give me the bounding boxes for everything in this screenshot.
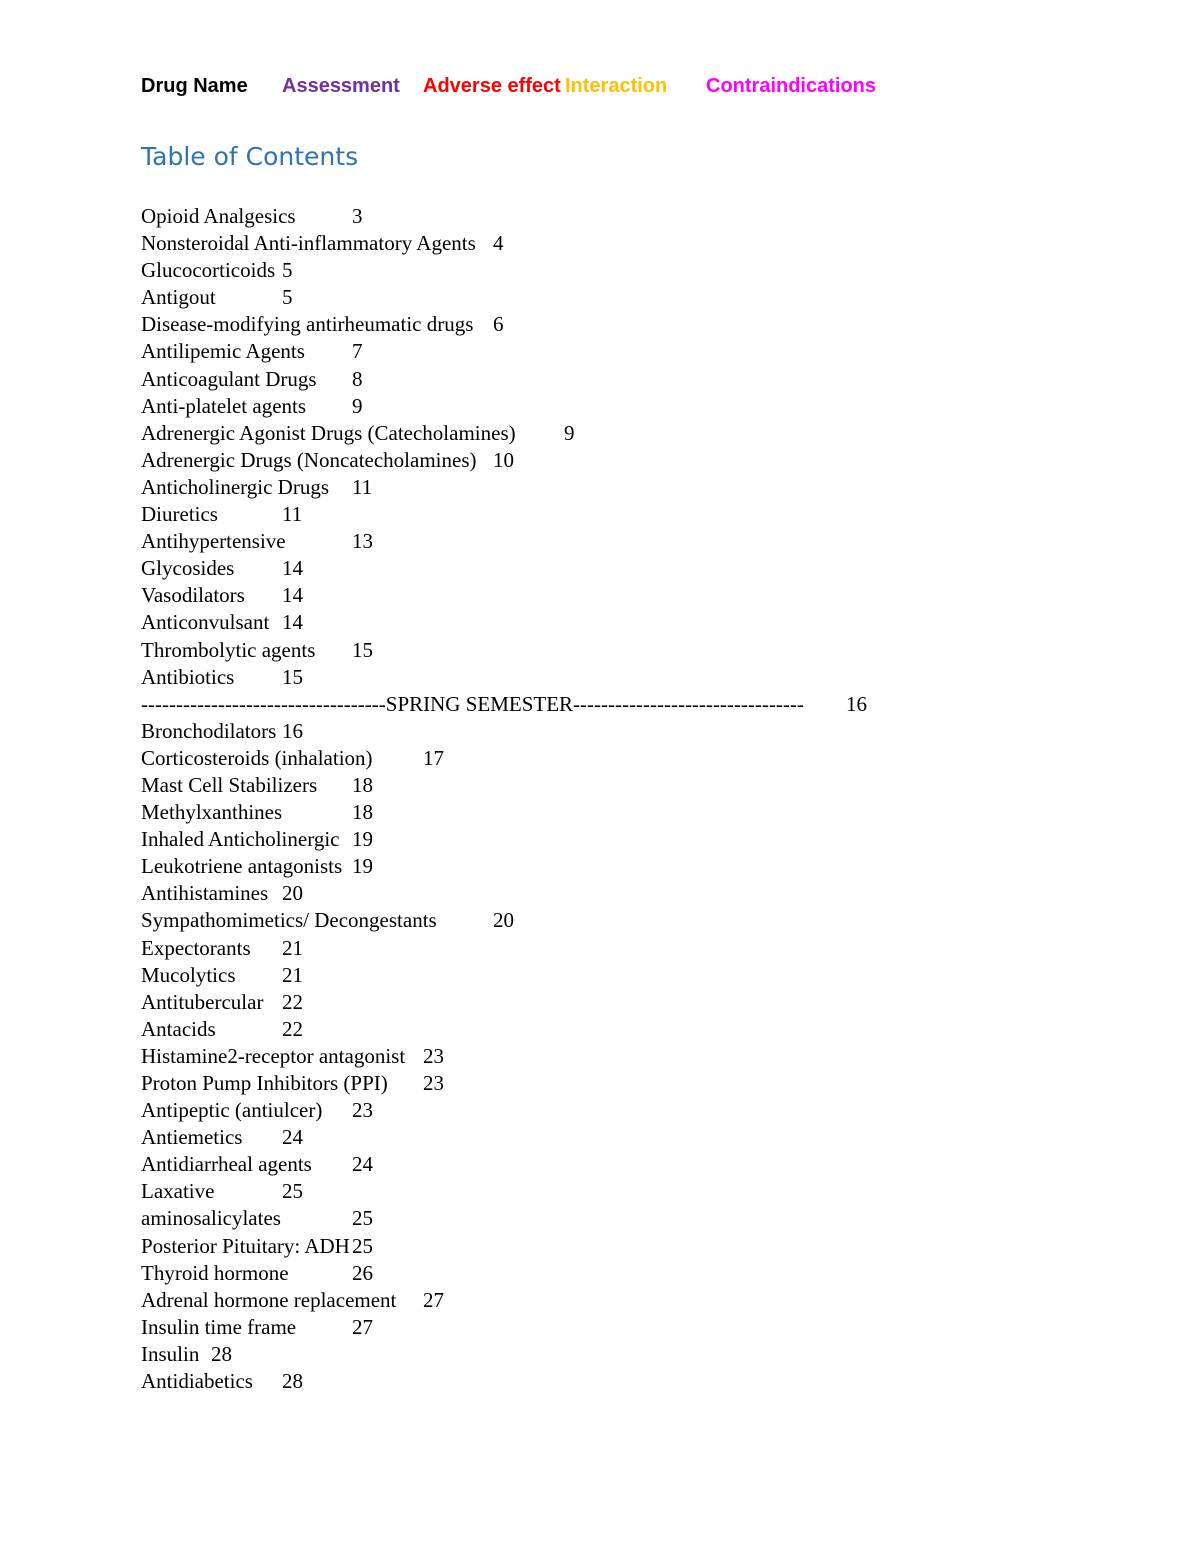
toc-entry-page-number: 28 [282,1369,303,1394]
toc-entry-page-number: 23 [423,1071,444,1095]
toc-entry[interactable] [141,1178,804,1205]
toc-entry-title: Opioid Analgesics [141,204,296,228]
toc-entry-page-number: 27 [423,1287,444,1312]
toc-entry-page-number: 25 [352,1233,373,1258]
toc-entry-title: Antihistamines [141,881,269,906]
toc-entry-page-number: 16 [282,718,303,743]
toc-entry-title: Proton Pump Inhibitors (PPI) [141,1071,388,1095]
toc-entry[interactable] [141,420,804,447]
toc-entry-page-number: 14 [282,610,303,635]
toc-entry-page-number: 22 [282,1016,303,1041]
toc-entry-page-number: 14 [282,556,303,581]
toc-entry-page-number: 4 [493,231,504,256]
toc-entry-title: Antipeptic (antiulcer) [141,1098,323,1123]
toc-entry-page-number: 3 [352,204,363,228]
toc-entry-page-number: 21 [282,935,303,960]
legend-drug-name: Drug Name [141,75,248,97]
toc-entry-title: Vasodilators [141,583,245,608]
toc-entry-title: Expectorants [141,935,251,960]
toc-entry[interactable] [141,284,804,311]
toc-entry-page-number: 18 [352,800,373,825]
toc-entry[interactable] [141,1097,804,1124]
legend-assessment: Assessment [282,75,400,97]
toc-entry-page-number: 21 [282,962,303,987]
toc-entry-page-number: 24 [352,1152,373,1177]
toc-entry-page-number: 16 [846,691,867,716]
toc-entry-page-number: 11 [352,474,373,499]
toc-entry-page-number: 27 [352,1314,373,1339]
toc-entry-page-number: 10 [493,447,514,472]
toc-list [141,203,867,1395]
toc-entry-title: Sympathomimetics/ Decongestants [141,908,437,933]
toc-entry-title: Leukotriene antagonists [141,854,343,879]
toc-entry-title: Insulin time frame [141,1314,297,1339]
toc-entry[interactable] [141,257,804,284]
toc-entry-title: Posterior Pituitary: ADH [141,1233,350,1258]
toc-entry-page-number: 8 [352,366,363,391]
toc-entry[interactable] [141,664,804,691]
toc-entry[interactable] [141,582,804,609]
toc-entry[interactable] [141,880,804,907]
toc-entry[interactable] [141,1287,804,1314]
toc-entry[interactable] [141,989,804,1016]
toc-entry-title: Antigout [141,285,216,310]
toc-entry-title: Laxative [141,1179,215,1204]
toc-entry-title: Histamine2-receptor antagonist [141,1043,406,1068]
toc-entry[interactable] [141,1070,804,1097]
toc-entry[interactable] [141,907,804,934]
toc-entry-title: Antidiarrheal agents [141,1152,312,1177]
toc-entry[interactable] [141,528,804,555]
toc-entry-page-number: 15 [282,664,303,689]
toc-entry-title: Anticonvulsant [141,610,270,635]
toc-entry-title: Mucolytics [141,962,236,987]
toc-entry-page-number: 5 [282,258,293,283]
toc-entry-page-number: 20 [282,881,303,906]
toc-entry-title: Disease-modifying antirheumatic drugs [141,312,474,337]
toc-entry-page-number: 11 [282,502,303,527]
toc-entry-title: Antacids [141,1016,216,1041]
toc-entry[interactable] [141,230,804,257]
toc-entry[interactable] [141,338,804,365]
toc-entry-page-number: 24 [282,1125,303,1150]
toc-entry-title: Mast Cell Stabilizers [141,772,318,797]
toc-entry[interactable] [141,311,804,338]
toc-entry-title: Inhaled Anticholinergic [141,827,340,852]
toc-entry[interactable] [141,962,804,989]
toc-entry[interactable] [141,691,867,718]
toc-entry[interactable] [141,799,804,826]
toc-entry-title: Antiemetics [141,1125,243,1150]
toc-entry-page-number: 25 [352,1206,373,1231]
toc-entry-title: Antilipemic Agents [141,339,305,364]
toc-entry-title: Antidiabetics [141,1369,253,1394]
toc-entry-title: Anticoagulant Drugs [141,366,317,391]
toc-entry-page-number: 5 [282,285,293,310]
toc-entry-page-number: 13 [352,529,373,554]
toc-entry[interactable] [141,203,804,230]
toc-entry-title: Adrenergic Agonist Drugs (Catecholamines) [141,420,516,445]
toc-entry-title: Corticosteroids (inhalation) [141,745,373,770]
toc-entry[interactable] [141,609,804,636]
toc-entry-page-number: 7 [352,339,363,364]
toc-entry-title: Antihypertensive [141,529,286,554]
toc-entry[interactable] [141,718,804,745]
toc-entry-page-number: 28 [211,1341,232,1366]
toc-entry[interactable] [141,393,804,420]
toc-entry-title: Insulin [141,1341,200,1366]
toc-entry-title: Nonsteroidal Anti-inflammatory Agents [141,231,476,256]
toc-entry-page-number: 9 [564,420,575,445]
toc-entry-page-number: 14 [282,583,303,608]
toc-entry-page-number: 20 [493,908,514,933]
toc-entry[interactable] [141,1151,804,1178]
toc-entry-page-number: 23 [352,1098,373,1123]
toc-entry[interactable] [141,935,804,962]
toc-entry[interactable] [141,1341,804,1368]
toc-entry[interactable] [141,637,804,664]
toc-entry[interactable] [141,826,804,853]
toc-entry[interactable] [141,745,804,772]
toc-entry[interactable] [141,501,804,528]
toc-entry[interactable] [141,447,804,474]
toc-entry-title: Adrenal hormone replacement [141,1287,397,1312]
toc-entry[interactable] [141,772,804,799]
toc-entry[interactable] [141,1260,804,1287]
toc-entry-title: aminosalicylates [141,1206,281,1231]
toc-heading: Table of Contents [141,142,359,171]
toc-entry-title: Thrombolytic agents [141,637,316,662]
toc-entry-page-number: 25 [282,1179,303,1204]
toc-entry-page-number: 26 [352,1260,373,1285]
toc-entry-title: -----------------------------------SPRING SEMESTER--------------------------------- [141,691,804,716]
toc-entry-page-number: 22 [282,989,303,1014]
toc-entry-title: Bronchodilators [141,718,277,743]
toc-entry-page-number: 15 [352,637,373,662]
toc-entry-page-number: 19 [352,854,373,879]
toc-entry[interactable] [141,474,804,501]
toc-entry-page-number: 23 [423,1043,444,1068]
toc-entry[interactable] [141,1043,804,1070]
toc-entry-page-number: 18 [352,772,373,797]
toc-entry-title: Glucocorticoids [141,258,276,283]
toc-entry-page-number: 19 [352,827,373,852]
toc-entry[interactable] [141,1124,804,1151]
toc-entry[interactable] [141,1016,804,1043]
toc-entry-title: Adrenergic Drugs (Noncatecholamines) [141,447,477,472]
toc-entry[interactable] [141,1368,804,1395]
toc-entry[interactable] [141,853,804,880]
toc-entry[interactable] [141,1205,804,1232]
toc-entry-title: Anticholinergic Drugs [141,474,329,499]
toc-entry-title: Anti-platelet agents [141,393,307,418]
toc-entry-title: Diuretics [141,502,218,527]
toc-entry-title: Antibiotics [141,664,235,689]
toc-entry-title: Antitubercular [141,989,264,1014]
legend-contraindications: Contraindications [706,75,877,97]
toc-entry[interactable] [141,555,804,582]
legend-interaction: Interaction [565,75,668,97]
toc-entry-page-number: 17 [423,745,444,770]
toc-entry-title: Methylxanthines [141,800,283,825]
toc-entry[interactable] [141,1233,804,1260]
legend-adverse-effect: Adverse effect [423,75,561,97]
toc-entry[interactable] [141,366,804,393]
toc-entry-title: Thyroid hormone [141,1260,289,1285]
toc-entry[interactable] [141,1314,804,1341]
toc-entry-page-number: 6 [493,312,504,337]
toc-entry-title: Glycosides [141,556,235,581]
toc-entry-page-number: 9 [352,393,363,418]
